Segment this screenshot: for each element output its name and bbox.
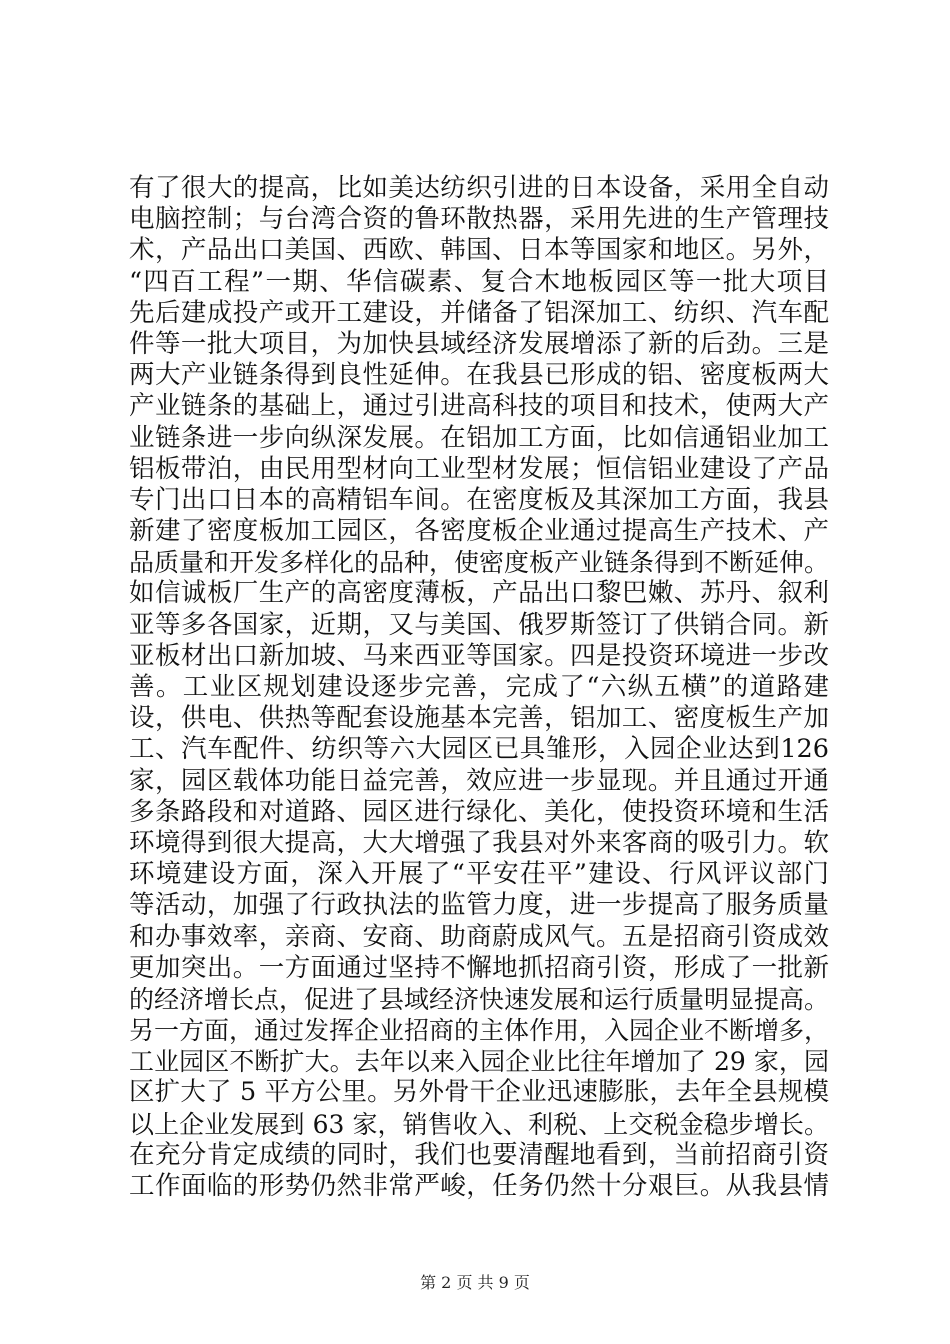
text-line: 另一方面，通过发挥企业招商的主体作用，入园企业不断增多，: [129, 1016, 830, 1046]
text-line: 的经济增长点，促进了县域经济快速发展和运行质量明显提高。: [129, 984, 830, 1014]
text-line: 两大产业链条得到良性延伸。在我县已形成的铝、密度板两大: [129, 360, 829, 391]
text-line: 家，园区载体功能日益完善，效应进一步显现。并且通过开通: [129, 765, 829, 796]
text-line: 工作面临的形势仍然非常严峻，任务仍然十分艰巨。从我县情: [129, 1171, 829, 1201]
text-line: 品质量和开发多样化的品种，使密度板产业链条得到不断延伸。: [129, 548, 830, 578]
text-line: 在充分肯定成绩的同时，我们也要清醒地看到，当前招商引资: [129, 1139, 829, 1170]
text-line: 以上企业发展到 63 家，销售收入、利税、上交税金稳步增长。: [129, 1109, 829, 1139]
text-line: 区扩大了 5 平方公里。另外骨干企业迅速膨胀，去年全县规模: [129, 1077, 829, 1108]
text-line: 电脑控制；与台湾合资的鲁环散热器，采用先进的生产管理技: [129, 204, 829, 235]
text-line: 铝板带泊，由民用型材向工业型材发展；恒信铝业建设了产品: [129, 453, 829, 484]
text-line: 设，供电、供热等配套设施基本完善，铝加工、密度板生产加: [129, 703, 829, 734]
text-line: 亚板材出口新加坡、马来西亚等国家。四是投资环境进一步改: [129, 640, 829, 671]
text-line: 专门出口日本的高精铝车间。在密度板及其深加工方面，我县: [129, 484, 829, 515]
text-line: 如信诚板厂生产的高密度薄板，产品出口黎巴嫩、苏丹、叙利: [129, 578, 829, 609]
body-paragraph: [129, 173, 829, 1202]
page-footer: 第 2 页 共 9 页: [420, 1273, 530, 1292]
text-line: 善。工业区规划建设逐步完善，完成了“六纵五横”的道路建: [129, 672, 829, 702]
text-line: 术，产品出口美国、西欧、韩国、日本等国家和地区。另外，: [129, 235, 829, 266]
text-line: 工业园区不断扩大。去年以来入园企业比往年增加了 29 家，园: [129, 1047, 829, 1077]
text-line: 新建了密度板加工园区，各密度板企业通过提高生产技术、产: [129, 516, 829, 547]
text-line: 和办事效率，亲商、安商、助商蔚成风气。五是招商引资成效: [129, 921, 829, 952]
text-line: 亚等多各国家，近期，又与美国、俄罗斯签订了供销合同。新: [129, 609, 829, 640]
text-line: 环境建设方面，深入开展了“平安茌平”建设、行风评议部门: [129, 859, 829, 890]
text-line: “四百工程”一期、华信碳素、复合木地板园区等一批大项目: [129, 266, 829, 297]
text-line: 产业链条的基础上，通过引进高科技的项目和技术，使两大产: [129, 391, 829, 422]
text-line: 件等一批大项目，为加快县域经济发展增添了新的后劲。三是: [129, 328, 829, 359]
text-line: 更加突出。一方面通过坚持不懈地抓招商引资，形成了一批新: [129, 952, 829, 983]
text-line: 先后建成投产或开工建设，并储备了铝深加工、纺织、汽车配: [129, 297, 829, 328]
text-line: 环境得到很大提高，大大增强了我县对外来客商的吸引力。软: [129, 827, 829, 858]
text-line: 有了很大的提高，比如美达纺织引进的日本设备，采用全自动: [129, 173, 829, 203]
text-line: 工、汽车配件、纺织等六大园区已具雏形，入园企业达到126: [129, 734, 829, 765]
text-line: 多条路段和对道路、园区进行绿化、美化，使投资环境和生活: [129, 796, 829, 827]
text-line: 等活动，加强了行政执法的监管力度，进一步提高了服务质量: [129, 890, 829, 921]
text-line: 业链条进一步向纵深发展。在铝加工方面，比如信通铝业加工: [129, 422, 829, 453]
